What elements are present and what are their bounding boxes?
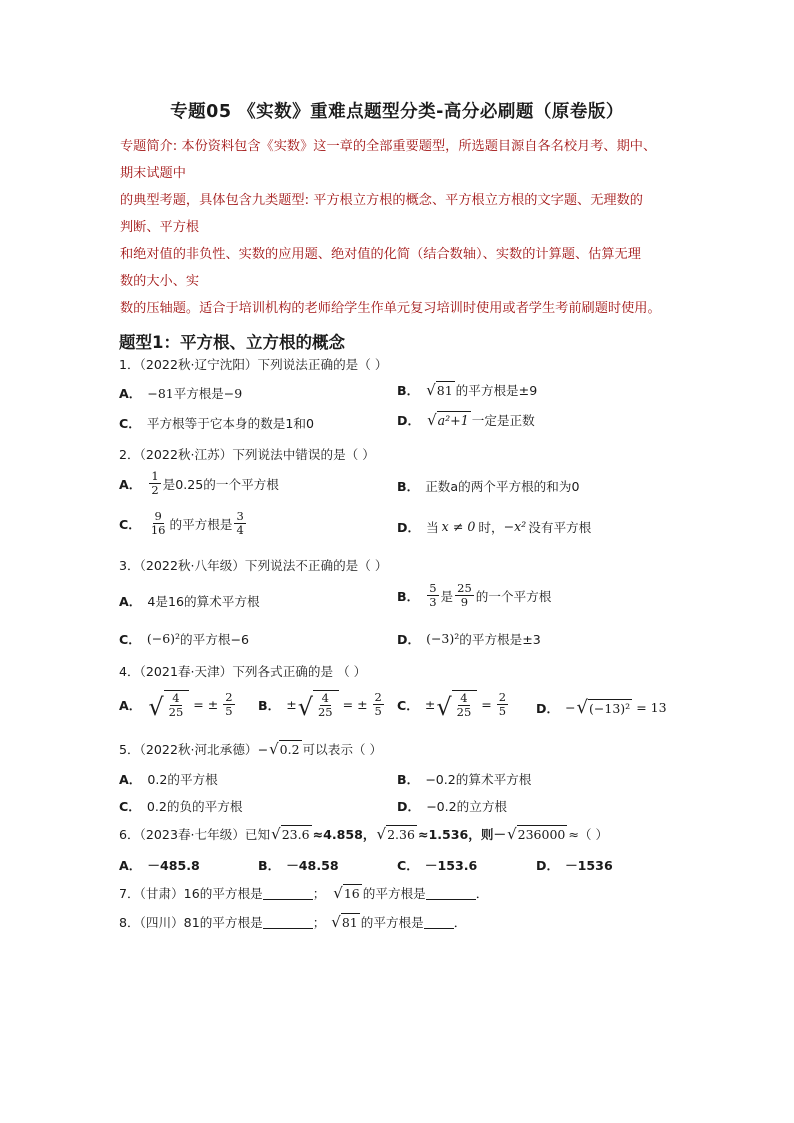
question-2-stem: 2．（2022秋·江苏）下列说法中错误的是（ ） <box>119 447 375 462</box>
intro-line: 数的压轴题。适合于培训机构的老师给学生作单元复习培训时使用或者学生考前刷题时使用。 <box>120 301 661 316</box>
sqrt-expression: √ 0.2 <box>269 740 300 758</box>
answer-blank[interactable] <box>263 915 313 929</box>
sqrt-expression: √ 236000 <box>507 825 566 843</box>
q5-option-b[interactable]: B． −0.2的算术平方根 <box>397 772 532 787</box>
q1-option-a[interactable]: A． −81平方根是−9 <box>119 385 243 401</box>
intro-line: 判断、平方根 <box>120 220 200 235</box>
q3-option-c[interactable]: C． (−6)² 的平方根−6 <box>119 631 249 647</box>
q3-option-a[interactable]: A． 4是16的算术平方根 <box>119 594 260 609</box>
q4-option-a[interactable]: A． √ $\frac{4}{25}$ = ± $\frac{2}{5}$ <box>119 690 233 721</box>
question-7: 7．（甘肃）16的平方根是 ； √ 16 的平方根是 ． <box>119 884 489 902</box>
q5-option-a[interactable]: A． 0.2的平方根 <box>119 772 218 787</box>
q6-option-d[interactable]: D． －1536 <box>536 858 613 873</box>
q2-option-a[interactable]: A． $\frac{1}{2}$ 是0.25的一个平方根 <box>119 469 279 497</box>
question-1-stem: 1．（2022秋·辽宁沈阳）下列说法正确的是（ ） <box>119 357 388 372</box>
question-3-stem: 3．（2022秋·八年级）下列说法不正确的是（ ） <box>119 558 388 573</box>
sqrt-expression: √ 16 <box>333 884 360 902</box>
sqrt-expression: √ $\frac{4}{25}$ <box>436 690 477 719</box>
question-8: 8．（四川）81的平方根是 ； √ 81 的平方根是 ． <box>119 913 467 931</box>
answer-blank[interactable] <box>426 886 476 900</box>
intro-line: 期末试题中 <box>120 166 186 181</box>
fraction: $\frac{2}{5}$ <box>225 690 233 718</box>
fraction: $\frac{5}{3}$ <box>429 581 437 609</box>
fraction: $\frac{2}{5}$ <box>374 690 382 718</box>
sqrt-expression: √ (−13)² <box>576 696 631 718</box>
intro-line: 的典型考题，具体包含九类题型: 平方根立方根的概念、平方根立方根的文字题、无理数的 <box>120 193 643 208</box>
q6-option-c[interactable]: C． －153.6 <box>397 858 478 873</box>
answer-blank[interactable] <box>424 915 454 929</box>
fraction: $\frac{1}{2}$ <box>151 469 159 497</box>
sqrt-expression: √ 23.6 <box>271 825 310 843</box>
sqrt-expression: √ a²+1 <box>427 411 469 429</box>
intro-line: 和绝对值的非负性、实数的应用题、绝对值的化简（结合数轴）、实数的计算题、估算无理 <box>120 247 641 262</box>
fraction: $\frac{9}{16}$ <box>150 509 166 537</box>
q3-option-d[interactable]: D． (−3)² 的平方根是±3 <box>397 631 541 647</box>
q3-option-b[interactable]: B． $\frac{5}{3}$ 是 $\frac{25}{9}$ 的一个平方根 <box>397 581 552 609</box>
question-5-stem: 5．（2022秋·河北承德）− √ 0.2 可以表示（ ） <box>119 740 383 758</box>
q5-option-d[interactable]: D． −0.2的立方根 <box>397 799 508 814</box>
sqrt-expression: √ $\frac{4}{25}$ <box>148 690 189 719</box>
question-4-stem: 4．（2021春·天津）下列各式正确的是 （ ） <box>119 664 367 679</box>
fraction: $\frac{3}{4}$ <box>236 509 244 537</box>
q4-option-d[interactable]: D． − √ (−13)² = 13 <box>536 696 667 718</box>
intro-line: 数的大小、实 <box>120 274 200 289</box>
intro-line: 专题简介: 本份资料包含《实数》这一章的全部重要题型，所选题目源自各名校月考、期中、 <box>120 139 657 154</box>
q1-option-c[interactable]: C． 平方根等于它本身的数是1和0 <box>119 416 314 431</box>
sqrt-expression: √ 81 <box>331 913 358 931</box>
q1-option-d[interactable]: D． √ a²+1 一定是正数 <box>397 411 535 429</box>
q4-option-b[interactable]: B． ± √ $\frac{4}{25}$ = ± $\frac{2}{5}$ <box>258 690 382 721</box>
q6-option-b[interactable]: B． －48.58 <box>258 858 339 873</box>
sqrt-expression: √ $\frac{4}{25}$ <box>298 690 339 719</box>
sqrt-expression: √ 2.36 <box>376 825 415 843</box>
section-heading: 题型1：平方根、立方根的概念 <box>119 333 345 352</box>
q2-option-c[interactable]: C． $\frac{9}{16}$ 的平方根是 $\frac{3}{4}$ <box>119 509 244 537</box>
q5-option-c[interactable]: C． 0.2的负的平方根 <box>119 799 243 814</box>
fraction: $\frac{2}{5}$ <box>498 690 507 718</box>
answer-blank[interactable] <box>263 886 313 900</box>
q6-option-a[interactable]: A． －485.8 <box>119 858 200 873</box>
question-6-stem: 6．（2023春·七年级）已知 √ 23.6 ≈4.858， √ 2.36 ≈1.536，则－ √ 236000 ≈（ ） <box>119 825 609 843</box>
sqrt-expression: √ 81 <box>426 381 453 399</box>
q1-option-b[interactable]: B． √ 81 的平方根是±9 <box>397 381 538 399</box>
q4-option-c[interactable]: C． ± √ $\frac{4}{25}$ = $\frac{2}{5}$ <box>397 690 507 721</box>
page-title: 专题05 《实数》重难点题型分类-高分必刷题（原卷版） <box>170 102 624 122</box>
q2-option-b[interactable]: B． 正数a的两个平方根的和为0 <box>397 479 580 494</box>
fraction: $\frac{25}{9}$ <box>457 581 472 609</box>
q2-option-d[interactable]: D． 当 x ≠ 0 时， −x² 没有平方根 <box>397 519 592 535</box>
